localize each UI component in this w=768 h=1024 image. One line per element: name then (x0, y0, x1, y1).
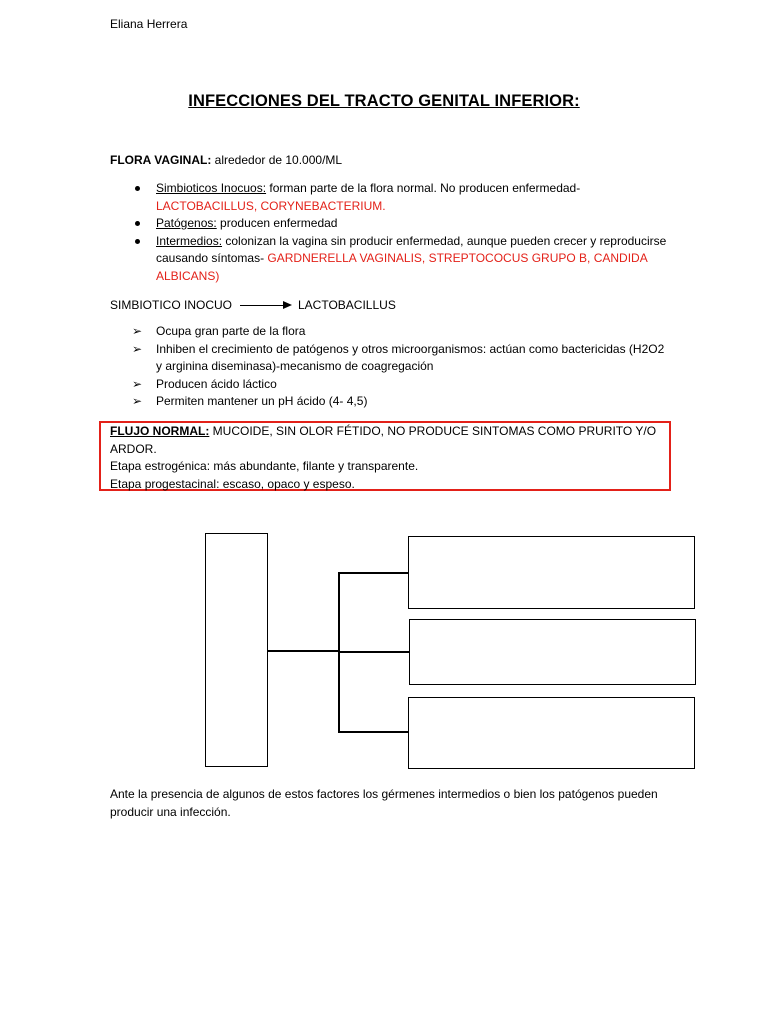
bullet-term: Simbioticos Inocuos: (156, 181, 267, 195)
list-item (110, 393, 670, 411)
bullet-text: colonizan la vagina sin producir enfermedad, aunque pueden crecer y reproducirse causando síntomas- (156, 233, 667, 265)
author-name: Eliana Herrera (110, 17, 188, 31)
bullet-text: forman parte de la flora normal. No producen enfermedad- (266, 181, 581, 195)
list-item (110, 233, 670, 286)
list-item (110, 180, 670, 215)
list-item (110, 215, 670, 233)
flujo-label: FLUJO NORMAL: (110, 424, 210, 438)
bullet-term: Patógenos: (156, 216, 217, 230)
bullet-icon (130, 233, 144, 251)
arrowhead-bullet-icon: ➢ (131, 324, 143, 338)
arrowhead-bullet-icon: ➢ (131, 376, 143, 391)
simbiotico-label: SIMBIOTICO INOCUO (110, 298, 233, 312)
arrow-item-text: Producen ácido láctico (156, 376, 277, 391)
bullet-term: Intermedios: (156, 233, 223, 248)
flora-text: alrededor de 10.000/ML (211, 153, 343, 167)
arrowhead-bullet-icon: ➢ (131, 341, 143, 356)
flujo-line-1 (110, 423, 670, 458)
diagram-box-middle (409, 619, 696, 685)
arrow-item-text: Permiten mantener un pH ácido (4- 4,5) (156, 394, 368, 408)
arrow-item-text: Inhiben el crecimiento de patógenos y otros microorganismos: actúan como bactericidas (H2O2 y arginina diseminasa)-mecanismo de coagregación (156, 341, 665, 373)
flujo-text: MUCOIDE, SIN OLOR FÉTIDO, NO PRODUCE SINTOMAS COMO PRURITO Y/O ARDOR. (110, 424, 657, 456)
flora-label: FLORA VAGINAL: (110, 153, 212, 167)
diagram-connector-top (338, 572, 409, 574)
arrow-item-text: Ocupa gran parte de la flora (156, 324, 306, 338)
footer-paragraph: Ante la presencia de algunos de estos factores los gérmenes intermedios o bien los patógenos pueden producir una infección. (110, 787, 658, 819)
diagram-box-top (408, 536, 695, 609)
list-item (110, 341, 670, 376)
flujo-normal-section (110, 423, 670, 493)
diagram-connector-bottom (338, 731, 409, 733)
arrow-right-icon (283, 301, 292, 309)
arrow-bullet-list (110, 323, 670, 411)
bullet-text: producen enfermedad (216, 216, 338, 230)
page-title-text: INFECCIONES DEL TRACTO GENITAL INFERIOR: (188, 92, 580, 110)
flujo-progestacional: Etapa progestacinal: escaso, opaco y espeso. (110, 476, 355, 491)
list-item (110, 376, 670, 394)
diagram-connector-middle (338, 651, 410, 653)
page-title (0, 92, 768, 111)
diagram-connector-horizontal (268, 650, 339, 652)
diagram-box-bottom (408, 697, 695, 769)
bullet-tail: . (382, 198, 386, 213)
list-item (110, 323, 670, 341)
flora-bullet-list (110, 180, 670, 285)
flora-vaginal-line (110, 153, 342, 167)
bullet-red-text: GARDNERELLA VAGINALIS, STREPTOCOCUS GRUPO B, CANDIDA ALBICANS) (156, 251, 648, 283)
bullet-red-text: LACTOBACILLUS, CORYNEBACTERIUM (156, 198, 383, 213)
flujo-estrogenica: Etapa estrogénica: más abundante, filante y transparente. (110, 459, 419, 473)
bullet-icon (130, 180, 144, 198)
bullet-icon (130, 215, 144, 233)
diagram-main-box (205, 533, 268, 767)
arrowhead-bullet-icon: ➢ (131, 394, 143, 408)
lactobacillus-label: LACTOBACILLUS (298, 298, 396, 312)
arrow-line (240, 305, 284, 306)
